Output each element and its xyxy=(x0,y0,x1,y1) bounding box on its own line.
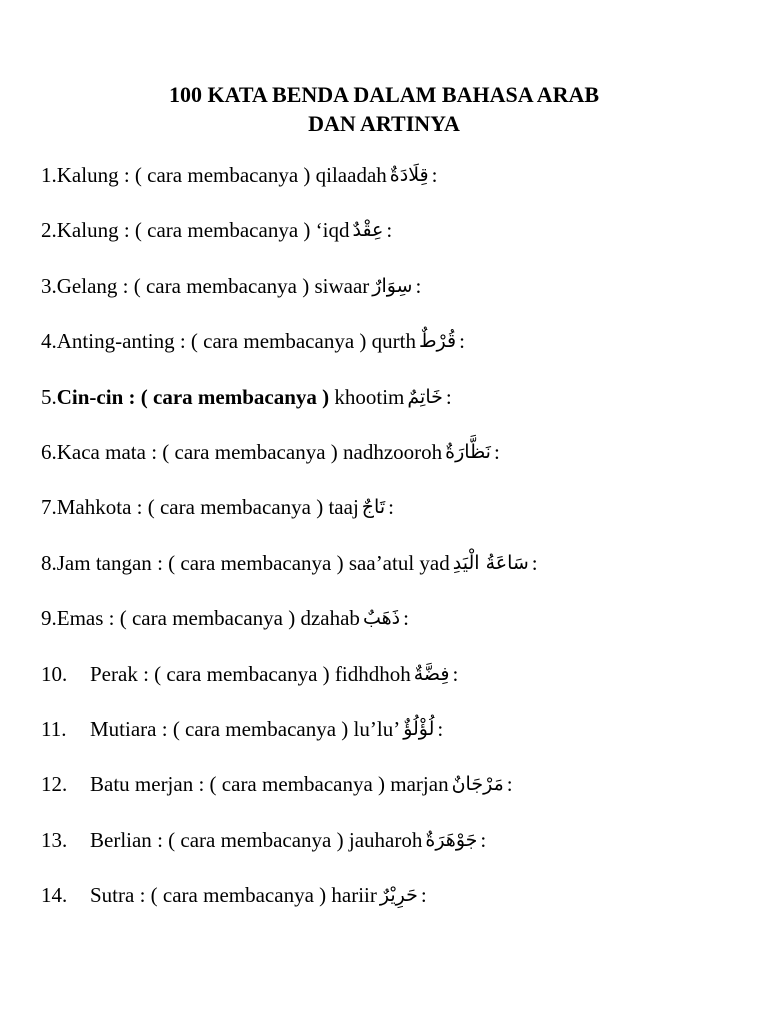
item-word: Anting-anting xyxy=(56,329,175,354)
item-reading-label: : ( cara membacanya ) xyxy=(151,827,349,852)
item-word: Batu merjan xyxy=(90,772,194,797)
item-reading-label: : ( cara membacanya ) xyxy=(118,163,316,187)
item-transliteration: lu’lu’ xyxy=(353,716,401,741)
item-arabic: حَرِيْرٌ xyxy=(379,884,418,907)
item-number: 8. xyxy=(41,550,57,575)
item-colon: : xyxy=(480,827,487,852)
item-transliteration: jauharoh xyxy=(348,827,423,852)
item-transliteration: taaj xyxy=(328,495,359,520)
item-reading-label: : ( cara membacanya ) xyxy=(131,495,329,520)
item-reading-label: : ( cara membacanya ) xyxy=(145,439,344,464)
item-word: Mahkota xyxy=(56,495,132,520)
item-word: Kaca mata xyxy=(56,439,146,464)
item-arabic: سَاعَةُ الْيَدِ xyxy=(452,551,529,574)
item-number: 9. xyxy=(41,606,57,631)
item-arabic: جَوْهَرَةٌ xyxy=(425,828,478,851)
item-reading-label: : ( cara membacanya ) xyxy=(151,550,349,575)
item-arabic: قُرْطٌ xyxy=(418,330,457,353)
item-reading-label: : ( cara membacanya ) xyxy=(117,273,315,298)
document-title xyxy=(0,80,768,138)
list-item xyxy=(41,769,741,824)
item-number: 2. xyxy=(41,218,57,243)
item-number: 12. xyxy=(41,772,68,797)
list-item xyxy=(41,880,741,935)
item-word: Berlian xyxy=(90,827,152,852)
item-colon: : xyxy=(431,163,438,187)
list-item xyxy=(41,659,741,714)
item-transliteration: khootim xyxy=(334,384,405,409)
item-reading-label: : ( cara membacanya ) xyxy=(174,329,372,354)
item-colon: : xyxy=(420,883,427,908)
item-colon: : xyxy=(506,772,513,797)
item-colon: : xyxy=(531,550,538,575)
item-colon: : xyxy=(493,439,500,464)
item-transliteration: hariir xyxy=(331,883,377,908)
vocabulary-list xyxy=(41,160,741,935)
item-word: Perak xyxy=(90,661,138,686)
item-number: 14. xyxy=(41,883,68,908)
list-item xyxy=(41,714,741,769)
item-word: Kalung xyxy=(56,218,119,243)
item-arabic: سِوَارٌ xyxy=(372,274,413,297)
item-transliteration: nadhzooroh xyxy=(343,439,443,464)
list-item xyxy=(41,603,741,658)
item-number: 5. xyxy=(41,384,57,409)
item-number: 1. xyxy=(41,163,57,187)
item-number: 13. xyxy=(41,827,68,852)
list-item xyxy=(41,271,741,326)
item-arabic: عِقْدٌ xyxy=(352,219,384,242)
item-colon: : xyxy=(437,716,444,741)
item-reading-label: : ( cara membacanya ) xyxy=(118,218,316,243)
list-item xyxy=(41,160,741,215)
item-arabic: قِلَادَةٌ xyxy=(389,164,429,186)
item-arabic: تَاجٌ xyxy=(361,496,386,519)
item-reading-label: : ( cara membacanya ) xyxy=(137,661,335,686)
item-transliteration: saa’atul yad xyxy=(348,550,450,575)
item-word: Cin-cin xyxy=(56,384,124,409)
item-transliteration: siwaar xyxy=(314,273,370,298)
item-word: Gelang xyxy=(56,273,118,298)
item-transliteration: qurth xyxy=(371,329,416,354)
list-item xyxy=(41,326,741,381)
list-item xyxy=(41,492,741,547)
item-arabic: مَرْجَانٌ xyxy=(451,773,504,796)
item-colon: : xyxy=(388,495,394,520)
item-colon: : xyxy=(452,661,459,686)
list-item xyxy=(41,548,741,603)
item-word: Kalung xyxy=(56,163,119,187)
item-transliteration: marjan xyxy=(390,772,449,797)
item-word: Emas xyxy=(56,606,104,631)
item-number: 10. xyxy=(41,661,68,686)
item-colon: : xyxy=(459,329,465,354)
title-line-1: 100 KATA BENDA DALAM BAHASA ARAB xyxy=(168,82,600,107)
item-transliteration: ‘iqd xyxy=(315,218,350,243)
item-transliteration: qilaadah xyxy=(315,163,387,187)
item-number: 6. xyxy=(41,439,57,464)
item-word: Jam tangan xyxy=(56,550,152,575)
item-number: 4. xyxy=(41,329,57,354)
item-reading-label: : ( cara membacanya ) xyxy=(134,883,332,908)
item-reading-label: : ( cara membacanya ) xyxy=(123,384,335,409)
item-number: 3. xyxy=(41,273,57,298)
item-reading-label: : ( cara membacanya ) xyxy=(103,606,301,631)
list-item xyxy=(41,437,741,492)
item-arabic: نَظَّارَةٌ xyxy=(445,440,491,463)
list-item xyxy=(41,825,741,880)
item-transliteration: fidhdhoh xyxy=(334,661,411,686)
item-arabic: فِضَّةٌ xyxy=(413,662,450,685)
item-colon: : xyxy=(403,606,409,631)
item-arabic: خَاتِمٌ xyxy=(407,385,443,408)
item-word: Mutiara xyxy=(90,716,157,741)
item-arabic: لُؤْلُؤٌ xyxy=(403,717,435,740)
item-word: Sutra xyxy=(90,883,135,908)
item-colon: : xyxy=(415,273,422,298)
item-colon: : xyxy=(386,218,393,243)
list-item xyxy=(41,382,741,437)
item-number: 7. xyxy=(41,495,57,520)
list-item xyxy=(41,215,741,270)
item-colon: : xyxy=(445,384,452,409)
item-transliteration: dzahab xyxy=(300,606,360,631)
title-line-2: DAN ARTINYA xyxy=(308,111,460,136)
item-reading-label: : ( cara membacanya ) xyxy=(193,772,391,797)
item-number: 11. xyxy=(41,716,67,741)
item-reading-label: : ( cara membacanya ) xyxy=(156,716,354,741)
item-arabic: ذَهَبٌ xyxy=(362,607,401,630)
